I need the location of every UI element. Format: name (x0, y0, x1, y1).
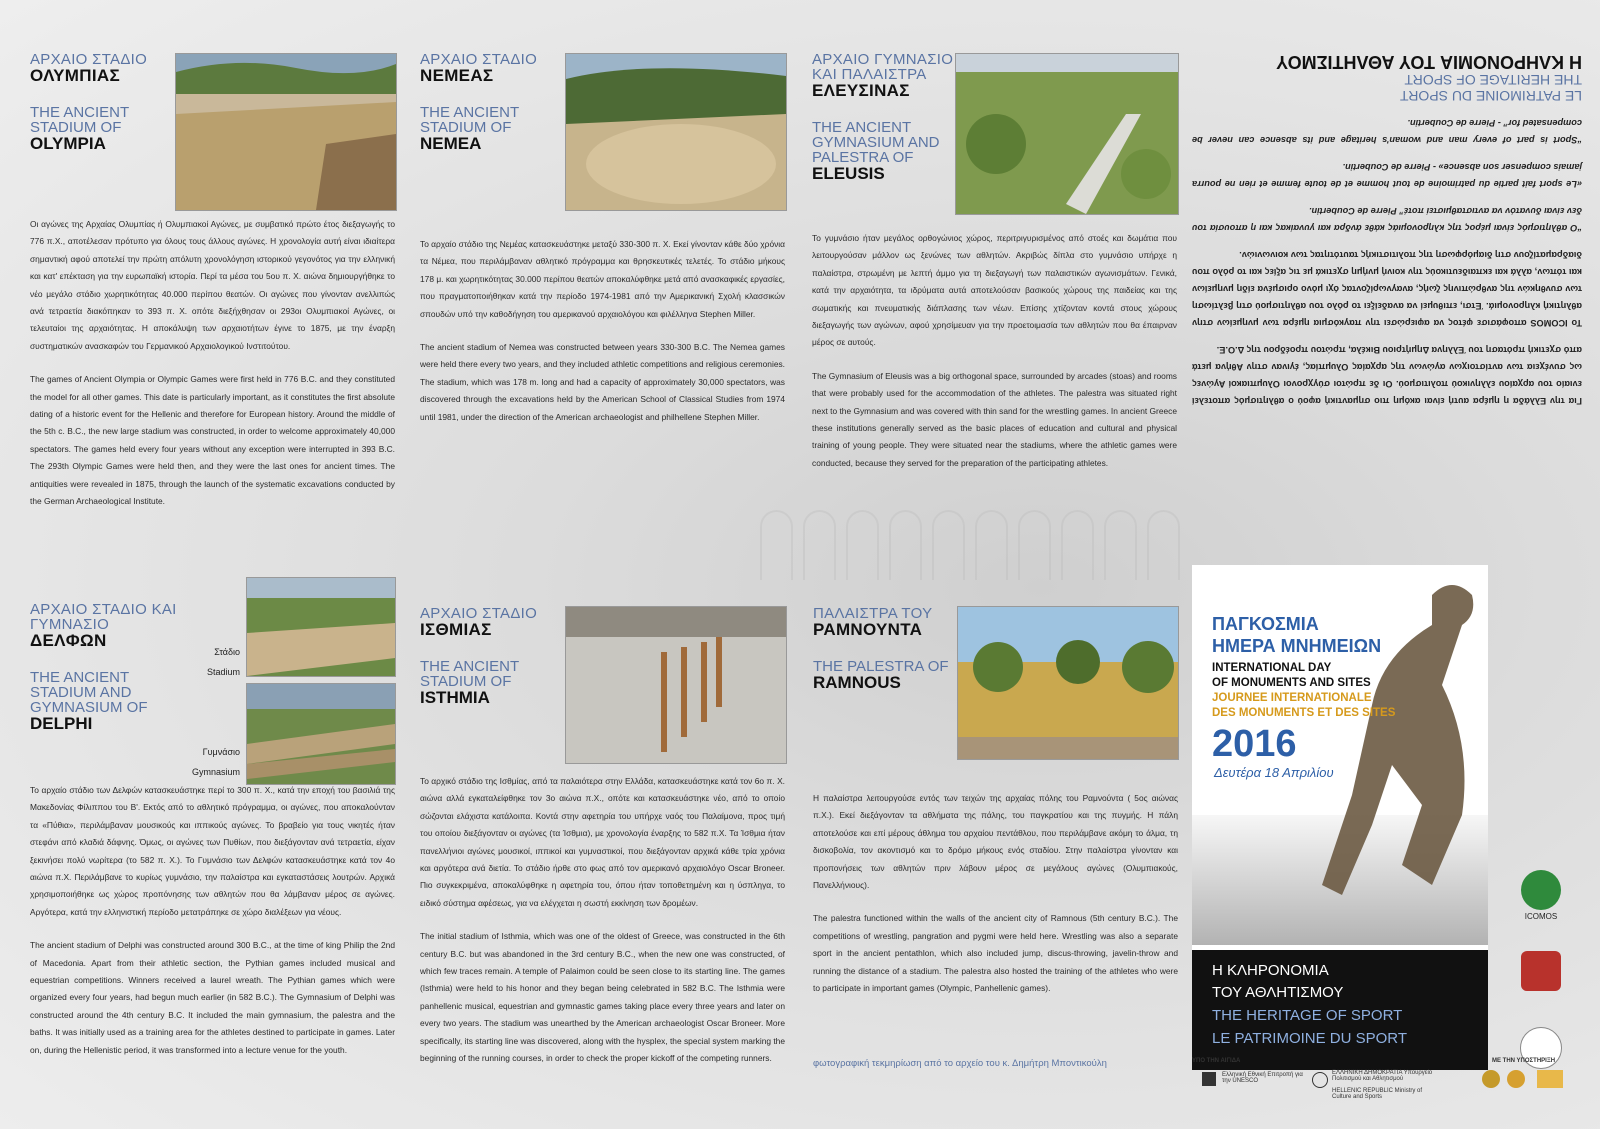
eleusis-text (812, 230, 1177, 488)
olympia-text (30, 216, 395, 527)
sponsor-logo-1-icon (1482, 1070, 1500, 1088)
delphi-cap2-gr: Γυμνάσιο (202, 747, 240, 757)
heritage-para2: Για την Ελλάδα η ημέρα αυτή είναι ακόμη πιο σημαντική αφού ο αθλητισμός αποτελεί ενιαίο του αρχαίου ελληνικού πολιτισμού. Οι δε πρώτοι σύγχρονοι Ολυμπιακοί Αγώνες ως συνέχεια των αντίστοιχων αγώνων της αρχαίας Ολυμπίας, έγιναν στην Αθήνα μετά από σχετική πρόταση του Έλληνα Δημήτριου Βικέλα, πρώτου προέδρου της Δ.Ο.Ε. (1192, 345, 1582, 406)
ramnous-en-text: The palestra functioned within the walls of the ancient city of Ramnous (5th century B.C.). The competitions of wrestling, pangration and pygmi were held here. Wrestling was also a separate sport in the ancient pentathlon, which also included jump, discus-throwing, javelin-throw and running the distance of a stadium. The palestra also hosted the training of the athletes who were to participate in important games (Olympic, Panhellenic games). (813, 913, 1178, 994)
poster-gr-line2: ΗΜΕΡΑ ΜΝΗΜΕΙΩΝ (1212, 636, 1382, 656)
delphi-gr-big: ΔΕΛΦΩΝ (30, 631, 107, 650)
delphi-gr-small: ΑΡΧΑΙΟ ΣΤΑΔΙΟ ΚΑΙ ΓΥΜΝΑΣΙΟ (30, 601, 177, 633)
isthmia-heading (420, 606, 560, 707)
heritage-quote-fr: «Le sport fait partie du patrimoine de tout homme et de toute femme et rien ne pourra jamais compenser son absence» - Pierre de Coubertin. (1192, 162, 1582, 189)
delphi-heading (30, 602, 190, 733)
nemea-text (420, 236, 785, 442)
isthmia-gr-big: ΙΣΘΜΙΑΣ (420, 620, 492, 639)
nemea-gr-text: Το αρχαίο στάδιο της Νεμέας κατασκευάστηκε μεταξύ 330-300 π. Χ. Εκεί γίνονταν κάθε δύο χρόνια τα Νέμεα, που περιλάμβαναν αθλητικό πρόγραμμα και θρησκευτικές τελετές. Το στάδιο μήκους 178 μ. και χωρητικότητας 30.000 περίπου θεατών αποκαλύφθηκε μετά από ανασκαφικές εργασίες, που πραγματοποιήθηκαν κατά την περίοδο 1974-1981 από την Αμερικανική Σχολή κλασσικών σπουδών υπό την καθοδήγηση του αμερικανού αρχαιολόγου και φιλέλληνα Stephen Miller. (420, 239, 785, 319)
unesco-logo-icon (1202, 1072, 1216, 1086)
olympia-photo (175, 53, 397, 211)
poster-fr-line1: JOURNEE INTERNATIONALE (1212, 692, 1372, 704)
olympia-gr-big: ΟΛΥΜΠΙΑΣ (30, 66, 120, 85)
under-auspices-label: ΥΠΟ ΤΗΝ ΑΙΓΙΔΑ (1192, 1058, 1241, 1064)
poster-bar-gr2: ΤΟΥ ΑΘΛΗΤΙΣΜΟΥ (1212, 984, 1344, 1001)
icomos-hellenic-logo-icon (1521, 951, 1561, 991)
poster-year: 2016 (1212, 723, 1297, 765)
delphi-cap1-gr: Στάδιο (214, 647, 240, 657)
ramnous-text (813, 790, 1178, 1013)
photo-credit: φωτογραφική τεκμηρίωση από το αρχείο του κ. Δημήτρη Μποντικούλη (813, 1058, 1107, 1069)
ramnous-gr-big: ΡΑΜΝΟΥΝΤΑ (813, 620, 923, 639)
olympia-gr-small: ΑΡΧΑΙΟ ΣΤΑΔΙΟ (30, 51, 148, 68)
delphi-gymnasium-caption (180, 742, 240, 782)
ministry-logo-icon (1312, 1072, 1328, 1088)
eleusis-gr-small: ΑΡΧΑΙΟ ΓΥΜΝΑΣΙΟ ΚΑΙ ΠΑΛΑΙΣΤΡΑ (812, 51, 954, 83)
icomos-logo-icon (1521, 870, 1561, 910)
ramnous-gr-small: ΠΑΛΑΙΣΤΡΑ ΤΟΥ (813, 605, 933, 622)
poster-en-line2: OF MONUMENTS AND SITES (1212, 677, 1371, 689)
olympia-en-big: OLYMPIA (30, 134, 106, 153)
isthmia-en-big: ISTHMIA (420, 688, 490, 707)
nemea-en-big: NEMEA (420, 134, 482, 153)
delphi-en-big: DELPHI (30, 714, 93, 733)
ramnous-en-small: THE PALESTRA OF (813, 658, 949, 675)
poster-fr-title (1212, 691, 1395, 721)
isthmia-gr-small: ΑΡΧΑΙΟ ΣΤΑΔΙΟ (420, 605, 538, 622)
heritage-title-en: THE HERITAGE OF SPORT (1404, 72, 1582, 88)
isthmia-en-text: The initial stadium of Isthmia, which was one of the oldest of Greece, was constructed in the 6th century B.C. but was abandoned in the 3rd century B.C., when the new one was constructed, of which few traces remain. A temple of Palaimon could be seen close to its starting line. The games (Isthmia) were held to his honor and they began being celebrated in 582 B.C. The Isthmia were panhellenic musical, equestrian and gymnastic games taking place every three years and later on every two years. The stadium was unearthed by the American archaeologist Oscar Broneer. More specifically, its starting line was discovered, along with the hysplex, the special system marking the beginning of the running courses, in order to check the proper kickoff of the competing runners. (420, 931, 785, 1064)
olympia-heading (30, 52, 170, 153)
isthmia-text (420, 773, 785, 1084)
poster-title-bar (1192, 950, 1488, 1070)
icomos-label: ICOMOS (1524, 912, 1558, 921)
heritage-title-fr: LE PATRIMOINE DU SPORT (1399, 88, 1582, 104)
poster-bar-en: THE HERITAGE OF SPORT (1212, 1007, 1403, 1024)
ministry-label-en: HELLENIC REPUBLIC Ministry of Culture and Sports (1332, 1088, 1423, 1100)
eleusis-en-big: ELEUSIS (812, 164, 885, 183)
eleusis-photo (955, 53, 1179, 215)
nemea-gr-small: ΑΡΧΑΙΟ ΣΤΑΔΙΟ (420, 51, 538, 68)
delphi-gymnasium-photo (246, 683, 396, 785)
isthmia-photo (565, 606, 787, 764)
sponsor-logo-2-icon (1507, 1070, 1525, 1088)
arcade-watermark (760, 510, 1180, 580)
unesco-label: Ελληνική Εθνική Επιτροπή για την UNESCO (1222, 1072, 1303, 1084)
olympia-en-text: The games of Ancient Olympia or Olympic Games were first held in 776 B.C. and they constituted the model for all other games. This date is particularly important, as it constitutes the first absolute dating of a historic event for the Hellenic and therefore for European history. Around the middle of the 5th c. B.C., the new large stadium was constructed, in order to welcome approximately 40,000 spectators. The games held every four years without any exception were interrupted in 393 B.C. The 293th Olympic Games were held then, and they were the last ones for ancient times. The antiquities were revealed in 1875, through the launch of the systematic excavations conducted by the German Archaeological Institute. (30, 374, 395, 507)
delphi-gr-text: Το αρχαίο στάδιο των Δελφών κατασκευάστηκε περί το 300 π. Χ., κατά την εποχή του βασιλιά της Μακεδονίας Φίλιππου του Β'. Εκτός από το αθλητικό πρόγραμμα, οι αγώνες, που αποκαλούνταν τα «Πύθια», περιλάμβαναν μουσικούς και ιππικούς αγώνες. Το βραβείο για τους νικητές ήταν στεφάνι από κλαδιά δάφνης. Όμως, οι αγώνες των Πυθίων, που διεξάγονταν ανά τετραετία, είχαν ξεκινήσει πολύ νωρίτερα (το 582 π. Χ.). Το Γυμνάσιο των Δελφών κατασκευάστηκε κατά τον 4ο αιώνα π.Χ. Περιλάμβανε το κυρίως γυμνάσιο, την παλαίστρα και εγκαταστάσεις λουτρών. Αρχικά χρησιμοποιήθηκε ως χώρος προπόνησης των αθλητών που θα λάμβαναν μέρος σε αγώνες. Αργότερα, κατά την ελληνιστική περίοδο μετατράπηκε σε χώρο διαλέξεων για νέους. (30, 785, 395, 917)
isthmia-en-small: THE ANCIENT STADIUM OF (420, 658, 519, 690)
eleusis-en-small: THE ANCIENT GYMNASIUM AND PALESTRA OF (812, 119, 940, 166)
poster-bar-fr: LE PATRIMOINE DU SPORT (1212, 1030, 1408, 1047)
nemea-photo (565, 53, 787, 211)
heritage-quote-gr: “Ο αθλητισμός είναι μέρος της κληρονομιάς κάθε άνδρα και γυναίκας και η απουσία του δεν είναι δυνατόν να αντισταθμιστεί ποτέ” Pierre de Coubertin. (1192, 206, 1582, 233)
heritage-para1: Το ICOMOS αποφάσισε φέτος να αφιερώσει την παγκόσμια ημέρα των μνημείων στην αθλητική κληρονομιά. Έτσι, επιθυμεί να αναδείξει το ρόλο του αθλητισμού στη βελτίωση των συνθηκών της ανθρώπινης ζωής, αναγνωρίζοντας όχι μόνο ορισμένα είδη μνημείων και τόπων, αλλά και εκπαιδευτικούς την κοινή μνήμη σχετικά με τις αξίες και το ρόλο που διαδραματίζουν στη διαμόρφωση της πολιτιστικής ταυτότητας των κοινωνιών. (1192, 250, 1582, 328)
heritage-title-gr: Η ΚΛΗΡΟΝΟΜΙΑ ΤΟΥ ΑΘΛΗΤΙΣΜΟΥ (1276, 52, 1582, 72)
ramnous-heading (813, 606, 963, 692)
poster-bar-gr1: Η ΚΛΗΡΟΝΟΜΙΑ (1212, 962, 1329, 979)
delphi-en-text: The ancient stadium of Delphi was constructed around 300 B.C., at the time of king Philip the 2nd of Macedonia. Apart from their athletic section, the Pythian games included musical and equestrian competitions. Winners received a laurel wreath. The Pythian games which were organized every four years, had begun much earlier (in 582 B.C.). The Gymnasium of Delphi was constructed around the 4th century B.C. It included the main gymnasium, the palestra and the baths. It was initially used as a training area for the athletes destined to participate in games. Later on, during the Hellenistic period, it was transformed into a lecture venue for the youth. (30, 940, 395, 1055)
nemea-en-text: The ancient stadium of Nemea was constructed between years 330-300 B.C. The Nemea games were held there every two years, and they included athletic competitions and religious ceremonies. The stadium, which was 178 m. long and had a capacity of approximately 30,000 spectators, was discovered through the excavations held by the American School of Classical Studies from 1974 until 1981, under the direction of the American archaeologist and philhellene Stephen Miller. (420, 342, 785, 422)
poster-en-title (1212, 661, 1371, 691)
heritage-statement-rotated (1192, 52, 1582, 409)
delphi-en-small: THE ANCIENT STADIUM AND GYMNASIUM OF (30, 669, 148, 716)
heritage-quote-en: “Sport is part of every man and woman's heritage and its absence can never be compensated for” - Pierre de Coubertin. (1192, 118, 1582, 145)
eleusis-en-text: The Gymnasium of Eleusis was a big orthogonal space, surrounded by arcades (stoas) and rooms that were probably used for the accommodation of the athletes. The palestra was situated right next to the Gymnasium and was covered with thin sand for the wrestling games. In ancient Greece these institutions generally served as the basic places of education and cultural and physical training of young people. They were situated near the stadiums, where the athletic games were conducted, because they served for the preparation of the participating athletes. (812, 370, 1177, 468)
poster-fr-line2: DES MONUMENTS ET DES SITES (1212, 707, 1396, 719)
delphi-cap1-en: Stadium (206, 667, 240, 677)
delphi-stadium-photo (246, 577, 396, 677)
poster-en-line1: INTERNATIONAL DAY (1212, 662, 1332, 674)
ramnous-photo (957, 606, 1179, 760)
isthmia-gr-text: Το αρχικό στάδιο της Ισθμίας, από τα παλαιότερα στην Ελλάδα, κατασκευάστηκε κατά τον 6ο π. Χ. αιώνα αλλά εγκαταλείφθηκε τον 3ο αιώνα π.Χ., οπότε και κατασκευάστηκε νέο, από το οποίο σώζονται ελάχιστα κατάλοιπα. Κοντά στην αφετηρία του υπήρχε ναός του Παλαίμονα, προς τιμή του οποίου διεξάγονταν οι αγώνες (τα Ίσθμια), με χρονολογία έναρξης το 582 π.Χ. Τα Ίσθμια ήταν πανελλήνιοι αγώνες μουσικοί, ιππικοί και γυμναστικοί, που διεξάγονταν αρχικά κάθε τρία χρόνια και αργότερα ανά διετία. Το στάδιο ήρθε στο φως από τον αμερικανό αρχαιολόγο Oscar Broneer. Πιο συγκεκριμένα, αποκαλύφθηκε η αφετηρία του, όπου ήταν τοποθετημένη και η ύσπληγα, το ειδικό σύστημα αφέσεως, για να ελέγχεται η σωστή εκκίνηση των δρομέων. (420, 776, 785, 908)
eleusis-gr-big: ΕΛΕΥΣΙΝΑΣ (812, 81, 910, 100)
delphi-text (30, 782, 395, 1075)
poster-date: Δευτέρα 18 Απριλίου (1214, 765, 1334, 780)
nemea-gr-big: ΝΕΜΕΑΣ (420, 66, 494, 85)
olympia-gr-text: Οι αγώνες της Αρχαίας Ολυμπίας ή Ολυμπιακοί Αγώνες, με συμβατικό πρώτο έτος διεξαγωγής το 776 π.Χ., αποτέλεσαν πρότυπο για όλους τους άλλους αγώνες. Η χρονολογία αυτή είναι ιδιαίτερα σημαντική αφού αποτελεί την πρώτη απόλυτη χρονολόγηση ιστορικού γεγονότος για την ελληνική και κατ' επέκταση για την ευρωπαϊκή ιστορία. Περί τα μέσα του 5ου π. Χ. αιώνα δημιουργήθηκε το νέο μεγάλο στάδιο χωρητικότητας 40.000 περίπου θεατών. Οι αγώνες που γίνονταν ανελλιπώς ανά τετραετία διακόπηκαν το 393 π. Χ. οπότε διεξήχθησαν οι 293οι Ολυμπιακοί Αγώνες, οι τελευταίοι της αρχαιότητας. Η αποκάλυψη των αρχαιοτήτων έγινε το 1875, με την έναρξη συστηματικών ανασκαφών του Γερμανικού Αρχαιολογικού Ινστιτούτου. (30, 219, 395, 351)
with-support-label: ΜΕ ΤΗΝ ΥΠΟΣΤΗΡΙΞΗ (1492, 1058, 1556, 1064)
delphi-cap2-en: Gymnasium (191, 767, 240, 777)
nemea-heading (420, 52, 560, 153)
ramnous-gr-text: Η παλαίστρα λειτουργούσε εντός των τειχών της αρχαίας πόλης του Ραμνούντα ( 5ος αιώνας π.Χ.). Εκεί διεξάγονταν τα αθλήματα της πάλης, του παγκρατίου και της πυγμής. Η πάλη αποτελούσε και επί μέρους άθλημα του αρχαίου πεντάθλου, που περιλάμβανε ακόμη το άλμα, τη δισκοβολία, τον ακοντισμό και το δρόμο μήκους ενός σταδίου. Στην παλαίστρα γίνονταν και προπονήσεις των αθλητών πριν λάβουν μέρος σε μεγάλους αγώνες (Ολυμπιακούς, Πανελλήνιους). (813, 793, 1178, 891)
nemea-en-small: THE ANCIENT STADIUM OF (420, 104, 519, 136)
bottom-logo-strip (1192, 1058, 1592, 1118)
sponsor-logo-3-icon (1537, 1070, 1563, 1088)
ministry-label-gr: ΕΛΛΗΝΙΚΗ ΔΗΜΟΚΡΑΤΙΑ Υπουργείο Πολιτισμού και Αθλητισμού (1332, 1070, 1433, 1082)
poster-gr-line1: ΠΑΓΚΟΣΜΙΑ (1212, 614, 1319, 634)
event-poster (1192, 565, 1488, 1070)
delphi-stadium-caption (190, 642, 240, 682)
poster-gr-title (1212, 613, 1381, 657)
eleusis-gr-text: Το γυμνάσιο ήταν μεγάλος ορθογώνιος χώρος, περιτριγυρισμένος από στοές και δωμάτια που λειτουργούσαν μάλλον ως ξενώνες των αθλητών. Ακριβώς δίπλα στο γυμνάσιο υπήρχε η παλαίστρα, στρωμένη με λεπτή άμμο για τη διεξαγωγή των παλαιστικών αγωνισμάτων. Γενικά, κατά την αρχαιότητα, τα ιδρύματα αυτά αποτελούσαν βασικούς χώρους της παιδείας και της σωματικής και πνευματικής διάπλασης των νέων. Επίσης χτίζονταν κοντά στους χώρους διεξαγωγής των αγώνων, αφού χρησίμευαν για την προετοιμασία των αθλητών που θα έπαιρναν μέρος σε αυτούς. (812, 233, 1177, 348)
ramnous-en-big: RAMNOUS (813, 673, 901, 692)
olympia-en-small: THE ANCIENT STADIUM OF (30, 104, 129, 136)
eleusis-heading (812, 52, 957, 183)
